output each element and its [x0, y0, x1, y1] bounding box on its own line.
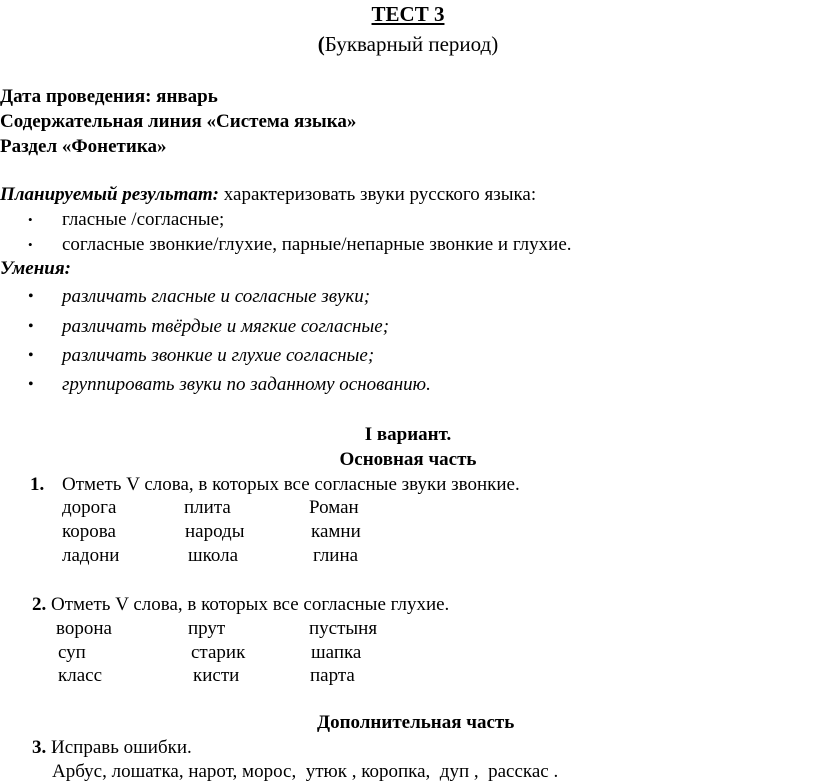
task1-word: народы [185, 521, 245, 542]
skill-item: различать твёрдые и мягкие согласные; [62, 316, 390, 337]
bullet-icon: • [28, 376, 34, 393]
main-part-title: Основная часть [339, 449, 477, 470]
task2-word: класс [58, 665, 103, 686]
task2-word: кисти [193, 665, 240, 686]
task1-word: ладони [62, 545, 120, 566]
task2-word: пустыня [309, 618, 378, 639]
content-line: Содержательная линия «Система языка» [0, 111, 357, 132]
task2-word: прут [188, 618, 226, 639]
planned-item: гласные /согласные; [62, 209, 225, 230]
task1-number: 1. [30, 474, 45, 495]
task2-line [32, 594, 449, 616]
task3-sentence: Арбус, лошатка, нарот, морос, утюк , коропка, дуп , расскас . [52, 761, 559, 782]
variant-title: I вариант. [364, 424, 452, 445]
task1-text: Отметь V слова, в которых все согласные звуки звонкие. [62, 474, 520, 495]
task2-word: парта [310, 665, 355, 686]
planned-text: характеризовать звуки русского языка: [219, 184, 537, 205]
bullet-icon: • [28, 347, 34, 364]
task1-word: корова [62, 521, 116, 542]
task1-word: Роман [309, 497, 359, 518]
bullet-icon: • [28, 318, 34, 335]
planned-item: согласные звонкие/глухие, парные/непарные звонкие и глухие. [62, 234, 572, 255]
task1-word: глина [313, 545, 359, 566]
skills-label: Умения: [0, 258, 71, 279]
task1-word: дорога [62, 497, 117, 518]
subtitle-paren: ( [317, 32, 325, 56]
task1-word: школа [188, 545, 239, 566]
planned-label: Планируемый результат: [0, 184, 220, 205]
task3-number: 3. [32, 737, 47, 758]
bullet-icon: • [28, 288, 34, 305]
task3-line [32, 737, 192, 759]
date-line: Дата проведения: январь [0, 86, 218, 107]
task2-word: шапка [311, 642, 362, 663]
section-line: Раздел «Фонетика» [0, 136, 167, 157]
subtitle-text: Букварный период) [324, 32, 499, 56]
task1-word: камни [311, 521, 361, 542]
skill-item: различать звонкие и глухие согласные; [62, 345, 375, 366]
task1-word: плита [184, 497, 231, 518]
task3-text: Исправь ошибки. [46, 737, 192, 758]
task2-text: Отметь V слова, в которых все согласные глухие. [46, 594, 450, 615]
planned-result [0, 184, 536, 206]
skill-item: группировать звуки по заданному основанию. [62, 374, 431, 395]
skill-item: различать гласные и согласные звуки; [62, 286, 371, 307]
page-subtitle [0, 32, 816, 56]
extra-part-title: Дополнительная часть [317, 712, 515, 733]
task2-word: суп [58, 642, 86, 663]
bullet-icon: • [28, 212, 33, 227]
page-title: ТЕСТ 3 [371, 2, 445, 26]
task2-word: старик [191, 642, 246, 663]
task2-number: 2. [32, 594, 47, 615]
bullet-icon: • [28, 237, 33, 252]
task2-word: ворона [56, 618, 112, 639]
